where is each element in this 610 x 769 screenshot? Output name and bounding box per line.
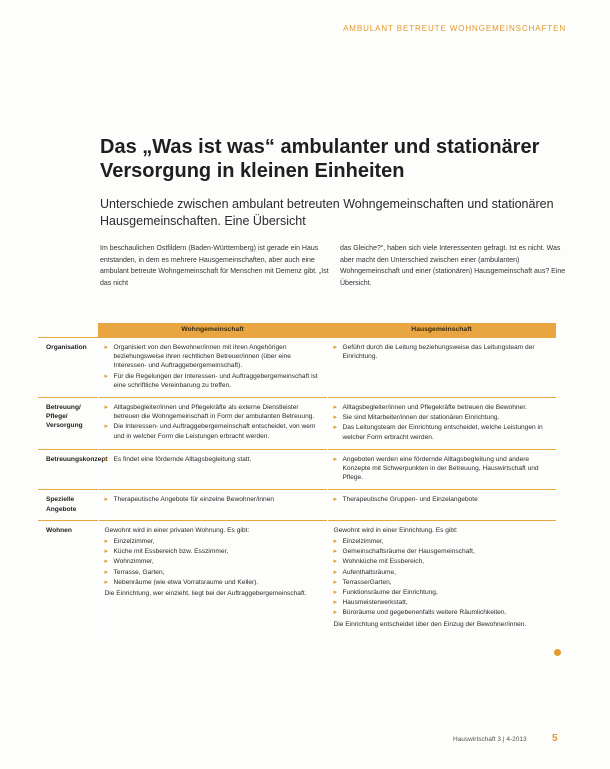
article-title: Das „Was ist was“ ambulanter und stationärer Versorgung in kleinen Einheiten bbox=[100, 136, 540, 182]
bullet-item: ▸ Terrasse, Garten, bbox=[105, 568, 321, 577]
table-header-empty bbox=[38, 323, 98, 338]
cell-wohngemeinschaft bbox=[98, 449, 327, 490]
bullet-item: ▸ Gemeinschaftsräume der Hausgemeinschaft, bbox=[334, 547, 551, 556]
column-header-wohngemeinschaft: Wohngemeinschaft bbox=[98, 323, 327, 338]
bullet-item: ▸ Aufenthaltsräume, bbox=[334, 568, 551, 577]
bullet-item: ▸ Es findet eine fördernde Alltagsbegleitung statt. bbox=[105, 455, 321, 464]
footer-magazine: Hauswirtschaft 3 | 4-2013 bbox=[453, 736, 527, 743]
bullet-list bbox=[105, 495, 321, 504]
bullet-list bbox=[105, 537, 321, 587]
row-label: Betreuung/ Pflege/ Versorgung bbox=[38, 398, 98, 450]
cell-outro: Die Einrichtung entscheidet über den Einzug der Bewohner/innen. bbox=[333, 620, 527, 628]
bullet-item: ▸ Organisiert von den Bewohner/innen mit ihren Angehörigen beziehungsweise ihren rechtlichen Betreuer/innen (über eine Interessen- und Auftraggebergemeinschaft). bbox=[105, 343, 321, 371]
bullet-item: ▸ Die Interessen- und Auftraggebergemeinschaft entscheidet, von wem und in welcher Form die Leistungen erbracht werden. bbox=[105, 422, 321, 440]
bullet-list bbox=[334, 343, 551, 361]
bullet-item: ▸ Terrasse/Garten, bbox=[334, 578, 551, 587]
bullet-item: ▸ Funktionsräume der Einrichtung, bbox=[334, 588, 551, 597]
cell-hausgemeinschaft bbox=[327, 449, 556, 490]
bullet-item: ▸ Alltagsbegleiter/innen und Pflegekräfte als externe Dienstleister betreuen die Wohngemeinschaft in Form der ambulanten Betreuung. bbox=[105, 403, 321, 421]
bullet-item: ▸ Sie sind Mitarbeiter/innen der stationären Einrichtung. bbox=[334, 413, 551, 422]
row-label: Organisation bbox=[38, 338, 98, 398]
cell-wohngemeinschaft bbox=[98, 398, 327, 450]
cell-wohngemeinschaft bbox=[98, 520, 327, 637]
section-header: AMBULANT BETREUTE WOHNGEMEINSCHAFTEN bbox=[343, 24, 566, 33]
table-row bbox=[38, 398, 556, 450]
bullet-item: ▸ Für die Regelungen der Interessen- und Auftraggebergemeinschaft ist eine schriftliche Vereinbarung zu treffen. bbox=[105, 372, 321, 390]
bullet-item: ▸ Hausmeisterwerkstatt, bbox=[334, 598, 551, 607]
cell-hausgemeinschaft bbox=[327, 490, 556, 520]
bullet-item: ▸ Wohnküche mit Essbereich, bbox=[334, 557, 551, 566]
article-subtitle: Unterschiede zwischen ambulant betreuten Wohngemeinschaften und stationären Hausgemeinschaften. Eine Übersicht bbox=[100, 197, 554, 228]
row-label: Wohnen bbox=[38, 520, 98, 637]
bullet-list bbox=[334, 455, 551, 483]
cell-hausgemeinschaft bbox=[327, 398, 556, 450]
bullet-list bbox=[334, 403, 551, 442]
bullet-item: ▸ Alltagsbegleiter/innen und Pflegekräfte betreuen die Bewohner. bbox=[334, 403, 551, 412]
cell-wohngemeinschaft bbox=[98, 490, 327, 520]
bullet-item: ▸ Büroräume und gegebenenfalls weitere Räumlichkeiten. bbox=[334, 608, 551, 617]
bullet-list bbox=[105, 403, 321, 441]
bullet-item: ▸ Geführt durch die Leitung beziehungsweise das Leitungsteam der Einrichtung. bbox=[334, 343, 551, 361]
table-row bbox=[38, 338, 556, 398]
table-row bbox=[38, 490, 556, 520]
intro-text-right: das Gleiche?“, haben sich viele Interessenten gefragt. Ist es nicht. Was aber macht den Unterschied zwischen einer (ambulanten) Wohngemeinschaft und einer (stationären) Hausgemeinschaft aus? Eine Übersicht. bbox=[340, 245, 566, 287]
bullet-list bbox=[334, 495, 551, 504]
row-label: Spezielle Angebote bbox=[38, 490, 98, 520]
cell-hausgemeinschaft bbox=[327, 338, 556, 398]
cell-outro: Die Einrichtung, wer einzieht, liegt bei der Auftraggebergemeinschaft. bbox=[104, 590, 307, 598]
comparison-table bbox=[38, 323, 556, 637]
bullet-list bbox=[105, 455, 321, 464]
table-body bbox=[38, 338, 556, 637]
bullet-list bbox=[105, 343, 321, 390]
table-header-row bbox=[38, 323, 556, 338]
table-row bbox=[38, 449, 556, 490]
column-header-hausgemeinschaft: Hausgemeinschaft bbox=[327, 323, 556, 338]
bullet-item: ▸ Angeboten werden eine fördernde Alltagsbegleitung und andere Konzepte mit Schwerpunkten in der Betreuung, Hauswirtschaft und Pflege. bbox=[334, 455, 551, 483]
cell-hausgemeinschaft bbox=[327, 520, 556, 637]
intro-text-left: Im beschaulichen Ostfildern (Baden-Württemberg) ist gerade ein Haus entstanden, in dem es mehrere Hausgemeinschaften, aber auch eine ambulant betreute Wohngemeinschaft für Menschen mit Demenz gibt. „Ist das nicht bbox=[100, 245, 329, 287]
page-number: 5 bbox=[552, 733, 558, 744]
bullet-item: ▸ Nebenräume (wie etwa Vorratsraume und Keller). bbox=[105, 578, 321, 587]
bullet-item: ▸ Therapeutische Gruppen- und Einzelangebote bbox=[334, 495, 551, 504]
bullet-item: ▸ Das Leitungsteam der Einrichtung entscheidet, welche Leistungen in welcher Form erbracht werden. bbox=[334, 423, 551, 441]
table-row bbox=[38, 520, 556, 637]
cell-intro: Gewohnt wird in einer privaten Wohnung. Es gibt: bbox=[104, 526, 250, 534]
bullet-list bbox=[334, 537, 551, 618]
orange-dot-marker bbox=[554, 649, 561, 656]
bullet-item: ▸ Einzelzimmer, bbox=[105, 537, 321, 546]
bullet-item: ▸ Wohnzimmer, bbox=[105, 557, 321, 566]
cell-intro: Gewohnt wird in einer Einrichtung. Es gibt: bbox=[333, 526, 458, 534]
bullet-item: ▸ Küche mit Essbereich bzw. Esszimmer, bbox=[105, 547, 321, 556]
bullet-item: ▸ Einzelzimmer, bbox=[334, 537, 551, 546]
cell-wohngemeinschaft bbox=[98, 338, 327, 398]
row-label: Betreuungskonzept bbox=[38, 449, 98, 490]
bullet-item: ▸ Therapeutische Angebote für einzelne Bewohner/innen bbox=[105, 495, 321, 504]
